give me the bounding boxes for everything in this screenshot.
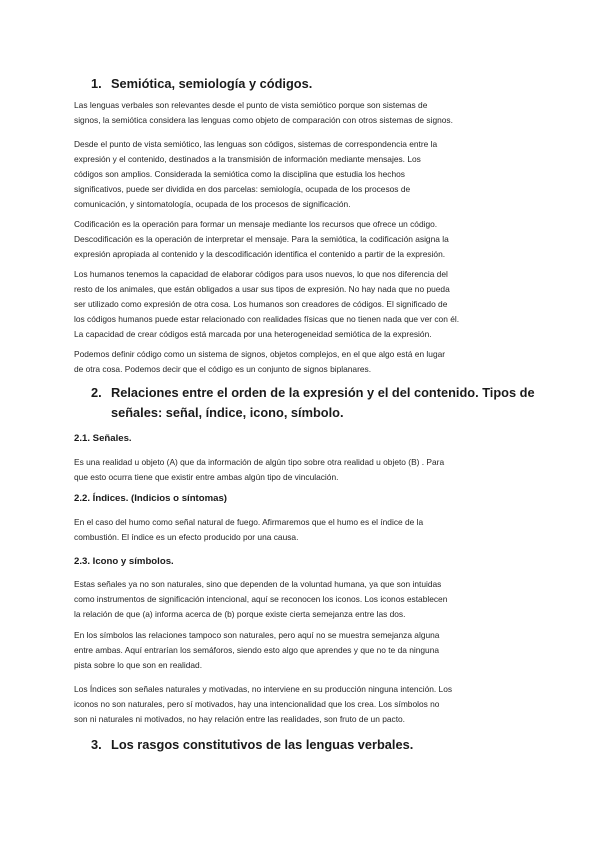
section-3-title: Los rasgos constitutivos de las lenguas verbales.	[111, 737, 414, 752]
section-1-number: 1.	[91, 76, 102, 91]
paragraph-line: expresión y el contenido, destinados a la transmisión de información mediante mensajes. Los	[74, 153, 421, 164]
paragraph-1	[74, 98, 529, 128]
paragraph-2-2	[74, 515, 529, 545]
paragraph-line: los códigos humanos puede estar relacionado con realidades físicas que no tienen nada que ver con él.	[74, 313, 460, 324]
paragraph-2	[74, 137, 529, 212]
paragraph-line: significativos, puede ser dividida en dos parcelas: semiología, ocupada de los procesos de	[74, 183, 411, 194]
section-3-number: 3.	[91, 737, 102, 752]
paragraph-line: Descodificación es la operación de interpretar el mensaje. Para la semiótica, la codificación asigna la	[74, 233, 449, 244]
paragraph-line: como instrumentos de significación intencional, aquí se reconocen los iconos. Los iconos establecen	[74, 593, 448, 604]
paragraph-2-3c	[74, 682, 529, 727]
section-2-title-line: señales: señal, índice, icono, símbolo.	[111, 405, 344, 420]
paragraph-line: Los humanos tenemos la capacidad de elaborar códigos para usos nuevos, lo que nos diferencia del	[74, 269, 448, 279]
paragraph-line: que esto ocurra tiene que existir entre ambas algún tipo de vinculación.	[74, 471, 339, 482]
paragraph-line: combustión. El índice es un efecto producido por una causa.	[74, 531, 299, 542]
section-1-title: Semiótica, semiología y códigos.	[111, 76, 313, 91]
paragraph-2-1	[74, 455, 529, 485]
paragraph-line: entre ambas. Aquí entrarían los semáforos, siendo esto algo que aprendes y que no te da ninguna	[74, 644, 440, 655]
paragraph-line: Codificación es la operación para formar un mensaje mediante los recursos que ofrece un código.	[74, 219, 438, 229]
paragraph-line: Estas señales ya no son naturales, sino que dependen de la voluntad humana, ya que son intuidas	[74, 579, 442, 589]
section-1-heading	[91, 74, 539, 94]
section-2-title-line: Relaciones entre el orden de la expresión y el del contenido. Tipos de	[111, 385, 535, 400]
paragraph-line: la relación de que (a) informa acerca de (b) porque existe cierta semejanza entre las dos.	[74, 608, 406, 619]
paragraph-line: Los Índices son señales naturales y motivadas, no interviene en su producción ninguna intención. Los	[74, 684, 453, 694]
section-2-number: 2.	[91, 385, 102, 400]
paragraph-line: La capacidad de crear códigos está marcada por una heterogeneidad semiótica de la expresión.	[74, 328, 432, 339]
paragraph-line: de otra cosa. Podemos decir que el código es un conjunto de signos biplanares.	[74, 363, 372, 374]
paragraph-line: expresión apropiada al contenido y la descodificación identifica el contenido a partir de la expresión.	[74, 248, 446, 259]
paragraph-line: comunicación, y sintomatología, ocupada de los procesos de significación.	[74, 198, 351, 209]
paragraph-line: ser utilizado como expresión de otra cosa. Los humanos son creadores de códigos. El significado de	[74, 298, 448, 309]
subsection-2-3-title: 2.3. Icono y símbolos.	[74, 556, 174, 567]
paragraph-line: iconos no son naturales, pero sí motivados, hay una intencionalidad que los crea. Los símbolos no	[74, 698, 440, 709]
paragraph-4	[74, 267, 529, 342]
paragraph-line: pista sobre lo que son en realidad.	[74, 659, 203, 670]
paragraph-line: Es una realidad u objeto (A) que da información de algún tipo sobre otra realidad u objeto (B) . Para	[74, 457, 445, 467]
paragraph-line: Las lenguas verbales son relevantes desde el punto de vista semiótico porque son sistemas de	[74, 100, 428, 110]
subsection-2-2-title: 2.2. Índices. (Indicios o síntomas)	[74, 493, 228, 504]
paragraph-line: códigos son amplios. Considerada la semiótica como la disciplina que estudia los hechos	[74, 168, 405, 179]
paragraph-line: Podemos definir código como un sistema de signos, objetos complejos, en el que algo está en lugar	[74, 349, 446, 359]
section-2-heading	[91, 383, 539, 423]
paragraph-line: signos, la semiótica considera las lenguas como objeto de comparación con otros sistemas de signos.	[74, 114, 453, 125]
paragraph-line: En el caso del humo como señal natural de fuego. Afirmaremos que el humo es el índice de la	[74, 517, 424, 527]
paragraph-line: En los símbolos las relaciones tampoco son naturales, pero aquí no se muestra semejanza alguna	[74, 630, 440, 640]
paragraph-3	[74, 217, 529, 262]
paragraph-5	[74, 347, 529, 377]
paragraph-line: resto de los animales, que están obligados a usar sus tipos de expresión. No hay nada que no pueda	[74, 283, 450, 294]
section-3-heading	[91, 735, 539, 755]
paragraph-2-3a	[74, 577, 529, 622]
paragraph-line: son ni naturales ni motivados, no hay relación entre las realidades, son fruto de un pacto.	[74, 713, 406, 724]
subsection-2-1-title: 2.1. Señales.	[74, 433, 132, 444]
paragraph-line: Desde el punto de vista semiótico, las lenguas son códigos, sistemas de correspondencia entre la	[74, 139, 438, 149]
paragraph-2-3b	[74, 628, 529, 673]
